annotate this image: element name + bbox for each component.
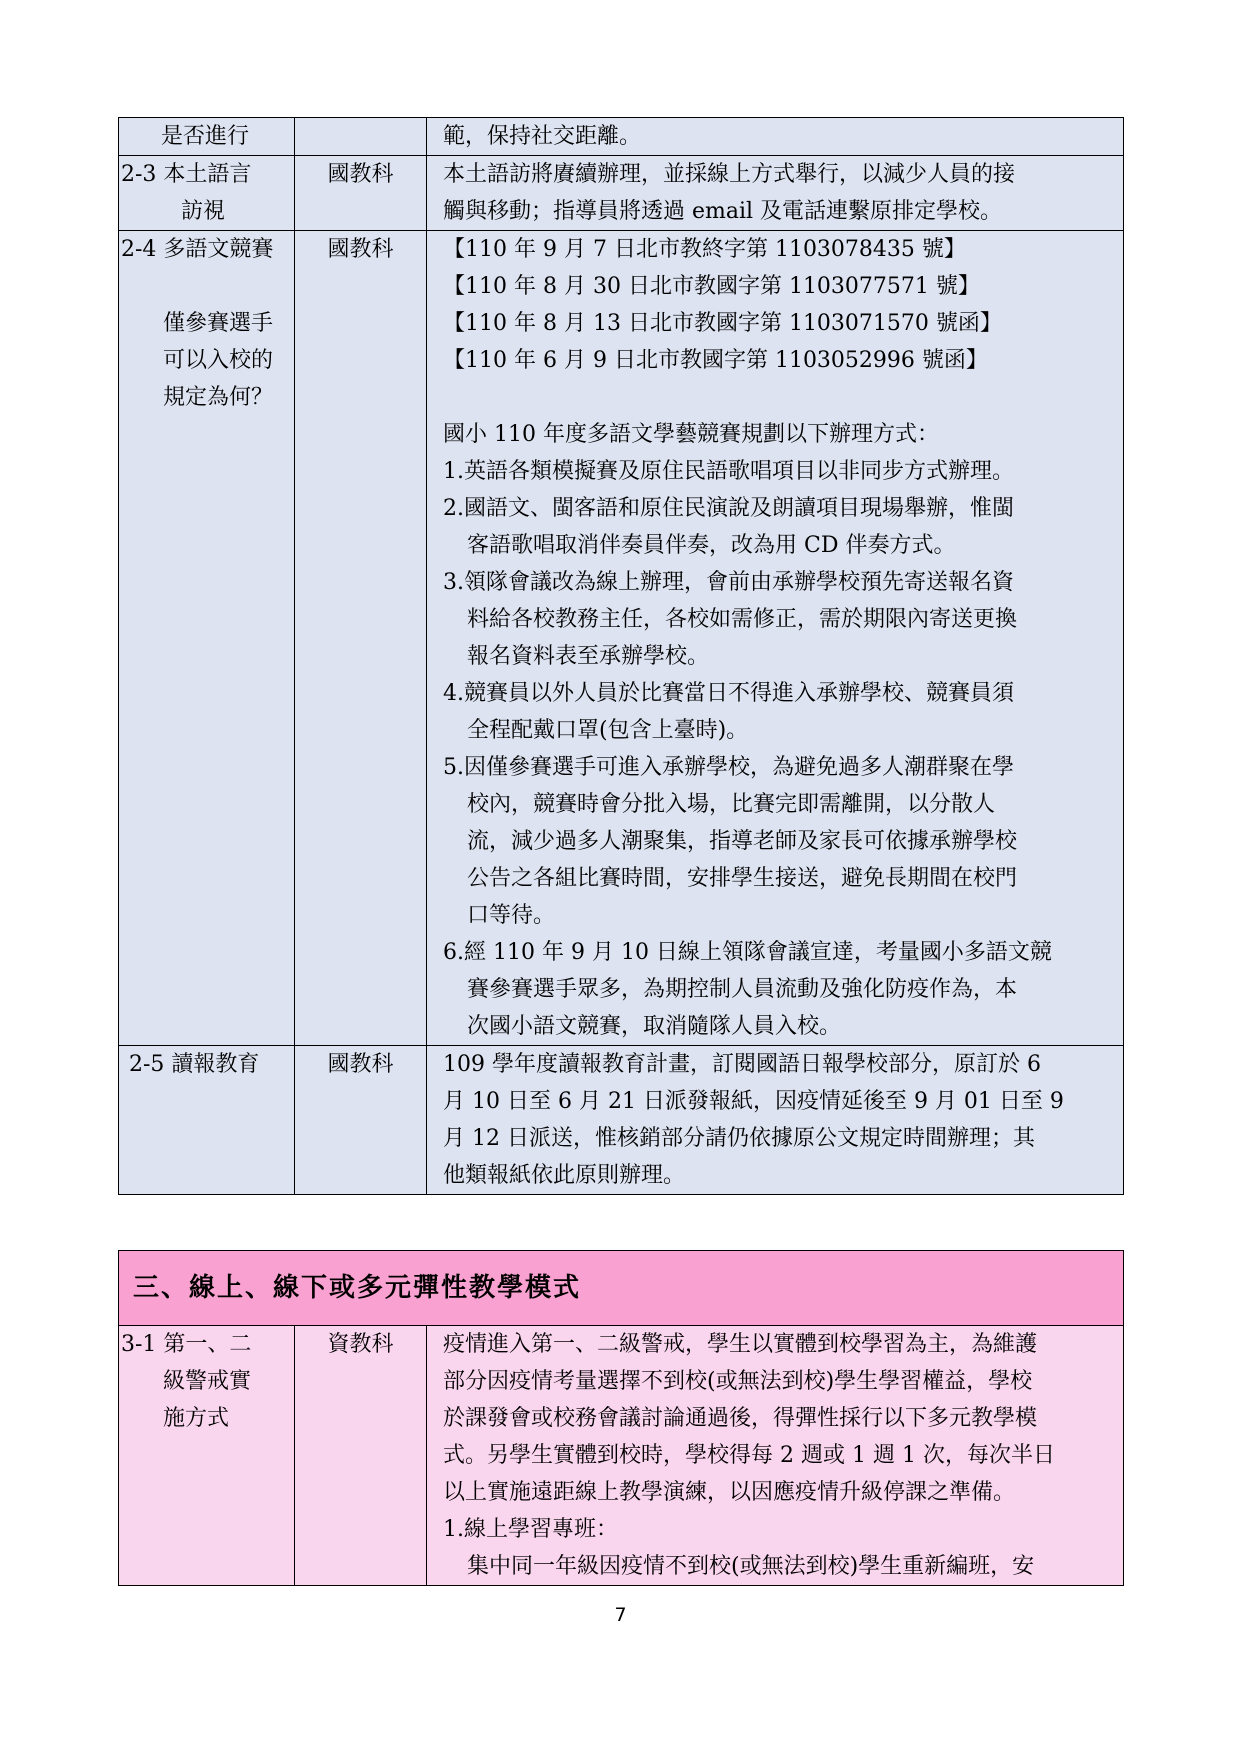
section-heading: 三、線上、線下或多元彈性教學模式	[119, 1251, 1124, 1326]
item-cell: 2-3 本土語言 訪視	[119, 156, 295, 231]
table-row	[119, 118, 1124, 156]
teaching-mode-table	[118, 1250, 1124, 1586]
department-cell	[295, 118, 427, 156]
department-cell: 國教科	[295, 231, 427, 1046]
table-row	[119, 231, 1124, 1046]
page-number: 7	[614, 1604, 627, 1626]
list-item: 1.線上學習專班：	[443, 1517, 618, 1542]
list-item: 6.經 110 年 9 月 10 日線上領隊會議宣達，考量國小多語文競	[443, 940, 1052, 965]
table-row	[119, 156, 1124, 231]
intro-text: 國小 110 年度多語文學藝競賽規劃以下辦理方式：	[443, 422, 939, 447]
item-cell: 2-5 讀報教育	[119, 1046, 295, 1195]
content-cell: 【110 年 9 月 7 日北市教終字第 1103078435 號】 【110 年 8 月 30 日北市教國字第 1103077571 號】 【110 年 8 月 13 日北市教國字第 1103071570 號函】 【110 年 6 月 9 日北市教國字第 1103052996 號函】 國小 110 年度多語文學藝競賽規劃以下辦理方式： 1.英語各類模擬賽及原住民語歌唱項目以非同步方式辦理。 2.國語文、閩客語和原住民演說及朗讀項目現場舉辦，惟閩 客語歌唱取消伴奏員伴奏，改為用 CD 伴奏方式。 3.領隊會議改為線上辦理，會前由承辦學校預先寄送報名資 料給各校教務主任，各校如需修正，需於期限內寄送更換 報名資料表至承辦學校。 4.競賽員以外人員於比賽當日不得進入承辦學校、競賽員須 全程配戴口罩(包含上臺時)。 5.因僅參賽選手可進入承辦學校，為避免過多人潮群聚在學 校內，競賽時會分批入場，比賽完即需離開，以分散人 流，減少過多人潮聚集，指導老師及家長可依據承辦學校 公告之各組比賽時間，安排學生接送，避免長期間在校門 口等待。 6.經 110 年 9 月 10 日線上領隊會議宣達，考量國小多語文競 賽參賽選手眾多，為期控制人員流動及強化防疫作為，本 次國小語文競賽，取消隨隊人員入校。	[427, 231, 1124, 1046]
document-reference: 【110 年 6 月 9 日北市教國字第 1103052996 號函】	[443, 348, 988, 373]
content-cell: 範，保持社交距離。	[427, 118, 1124, 156]
department-cell: 資教科	[295, 1326, 427, 1586]
list-item: 3.領隊會議改為線上辦理，會前由承辦學校預先寄送報名資	[443, 570, 1014, 595]
content-cell: 109 學年度讀報教育計畫，訂閱國語日報學校部分，原訂於 6 月 10 日至 6 月 21 日派發報紙，因疫情延後至 9 月 01 日至 9 月 12 日派送，惟核銷部分請仍依據原公文規定時間辦理；其 他類報紙依此原則辦理。	[427, 1046, 1124, 1195]
section-header-row	[119, 1251, 1124, 1326]
measures-table-continued	[118, 117, 1124, 1195]
department-cell: 國教科	[295, 1046, 427, 1195]
list-item: 2.國語文、閩客語和原住民演說及朗讀項目現場舉辦，惟閩	[443, 496, 1014, 521]
item-cell: 3-1 第一、二 級警戒實 施方式	[119, 1326, 295, 1586]
department-cell: 國教科	[295, 156, 427, 231]
content-cell: 疫情進入第一、二級警戒，學生以實體到校學習為主，為維護 部分因疫情考量選擇不到校(或無法到校)學生學習權益，學校 於課發會或校務會議討論通過後，得彈性採行以下多元教學模 式。另學生實體到校時，學校得每 2 週或 1 週 1 次，每次半日 以上實施遠距線上教學演練，以因應疫情升級停課之準備。 1.線上學習專班： 集中同一年級因疫情不到校(或無法到校)學生重新編班，安	[427, 1326, 1124, 1586]
document-reference: 【110 年 9 月 7 日北市教終字第 1103078435 號】	[443, 237, 966, 262]
list-item: 1.英語各類模擬賽及原住民語歌唱項目以非同步方式辦理。	[443, 459, 1014, 484]
table-row	[119, 1326, 1124, 1586]
item-cell: 2-4 多語文競賽 僅參賽選手 可以入校的 規定為何？	[119, 231, 295, 1046]
content-cell: 本土語訪將賡續辦理，並採線上方式舉行，以減少人員的接 觸與移動；指導員將透過 email 及電話連繫原排定學校。	[427, 156, 1124, 231]
document-reference: 【110 年 8 月 30 日北市教國字第 1103077571 號】	[443, 274, 980, 299]
list-item: 5.因僅參賽選手可進入承辦學校，為避免過多人潮群聚在學	[443, 755, 1014, 780]
document-reference: 【110 年 8 月 13 日北市教國字第 1103071570 號函】	[443, 311, 1002, 336]
item-cell: 是否進行	[119, 118, 295, 156]
list-item: 4.競賽員以外人員於比賽當日不得進入承辦學校、競賽員須	[443, 681, 1014, 706]
table-row	[119, 1046, 1124, 1195]
